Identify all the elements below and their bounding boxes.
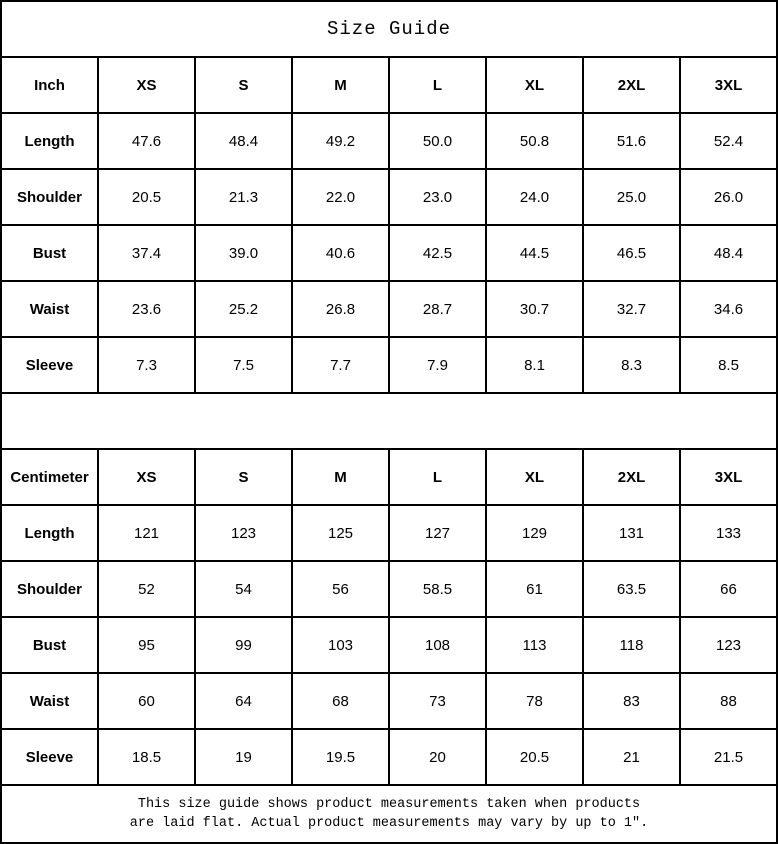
- measurement-cell: 129: [486, 505, 583, 561]
- measurement-cell: 22.0: [292, 169, 389, 225]
- measurement-cell: 47.6: [98, 113, 195, 169]
- row-label: Length: [1, 505, 98, 561]
- measurement-cell: 50.0: [389, 113, 486, 169]
- measurement-cell: 23.0: [389, 169, 486, 225]
- measurement-cell: 58.5: [389, 561, 486, 617]
- measurement-cell: 19.5: [292, 729, 389, 785]
- measurement-cell: 8.5: [680, 337, 777, 393]
- measurement-cell: 7.3: [98, 337, 195, 393]
- inch-col-xs: XS: [98, 57, 195, 113]
- cm-col-2xl: 2XL: [583, 449, 680, 505]
- measurement-cell: 54: [195, 561, 292, 617]
- footer-note-line2: are laid flat. Actual product measurements may vary by up to 1″.: [129, 816, 649, 831]
- row-label: Waist: [1, 673, 98, 729]
- table-spacer-row: [1, 393, 777, 449]
- measurement-cell: 78: [486, 673, 583, 729]
- measurement-cell: 8.1: [486, 337, 583, 393]
- inch-waist-row: [1, 281, 777, 337]
- measurement-cell: 44.5: [486, 225, 583, 281]
- measurement-cell: 73: [389, 673, 486, 729]
- cm-shoulder-row: [1, 561, 777, 617]
- cm-sleeve-row: [1, 729, 777, 785]
- title-row: [1, 1, 777, 57]
- measurement-cell: 32.7: [583, 281, 680, 337]
- measurement-cell: 20: [389, 729, 486, 785]
- measurement-cell: 125: [292, 505, 389, 561]
- measurement-cell: 68: [292, 673, 389, 729]
- cm-bust-row: [1, 617, 777, 673]
- inch-shoulder-row: [1, 169, 777, 225]
- measurement-cell: 50.8: [486, 113, 583, 169]
- measurement-cell: 56: [292, 561, 389, 617]
- row-label: Shoulder: [1, 169, 98, 225]
- measurement-cell: 66: [680, 561, 777, 617]
- measurement-cell: 46.5: [583, 225, 680, 281]
- measurement-cell: 8.3: [583, 337, 680, 393]
- measurement-cell: 21: [583, 729, 680, 785]
- measurement-cell: 20.5: [486, 729, 583, 785]
- measurement-cell: 113: [486, 617, 583, 673]
- cm-col-l: L: [389, 449, 486, 505]
- measurement-cell: 23.6: [98, 281, 195, 337]
- cm-waist-row: [1, 673, 777, 729]
- inch-col-l: L: [389, 57, 486, 113]
- measurement-cell: 7.5: [195, 337, 292, 393]
- measurement-cell: 7.7: [292, 337, 389, 393]
- measurement-cell: 61: [486, 561, 583, 617]
- measurement-cell: 63.5: [583, 561, 680, 617]
- cm-length-row: [1, 505, 777, 561]
- cm-col-m: M: [292, 449, 389, 505]
- measurement-cell: 51.6: [583, 113, 680, 169]
- measurement-cell: 25.0: [583, 169, 680, 225]
- measurement-cell: 52: [98, 561, 195, 617]
- measurement-cell: 42.5: [389, 225, 486, 281]
- measurement-cell: 26.0: [680, 169, 777, 225]
- measurement-cell: 37.4: [98, 225, 195, 281]
- row-label: Sleeve: [1, 337, 98, 393]
- measurement-cell: 26.8: [292, 281, 389, 337]
- row-label: Bust: [1, 617, 98, 673]
- measurement-cell: 131: [583, 505, 680, 561]
- cm-col-s: S: [195, 449, 292, 505]
- measurement-cell: 18.5: [98, 729, 195, 785]
- inch-col-xl: XL: [486, 57, 583, 113]
- row-label: Waist: [1, 281, 98, 337]
- row-label: Bust: [1, 225, 98, 281]
- measurement-cell: 103: [292, 617, 389, 673]
- inch-bust-row: [1, 225, 777, 281]
- measurement-cell: 7.9: [389, 337, 486, 393]
- measurement-cell: 127: [389, 505, 486, 561]
- cm-header-row: [1, 449, 777, 505]
- measurement-cell: 123: [195, 505, 292, 561]
- measurement-cell: 99: [195, 617, 292, 673]
- measurement-cell: 25.2: [195, 281, 292, 337]
- measurement-cell: 60: [98, 673, 195, 729]
- measurement-cell: 83: [583, 673, 680, 729]
- footer-note: [1, 785, 777, 843]
- measurement-cell: 118: [583, 617, 680, 673]
- measurement-cell: 121: [98, 505, 195, 561]
- measurement-cell: 34.6: [680, 281, 777, 337]
- row-label: Sleeve: [1, 729, 98, 785]
- measurement-cell: 24.0: [486, 169, 583, 225]
- measurement-cell: 19: [195, 729, 292, 785]
- inch-header-row: [1, 57, 777, 113]
- footer-note-line1: This size guide shows product measurements taken when products: [137, 797, 641, 812]
- cm-unit-label: Centimeter: [1, 449, 98, 505]
- measurement-cell: 64: [195, 673, 292, 729]
- measurement-cell: 21.5: [680, 729, 777, 785]
- measurement-cell: 133: [680, 505, 777, 561]
- inch-sleeve-row: [1, 337, 777, 393]
- measurement-cell: 108: [389, 617, 486, 673]
- spacer: [1, 393, 777, 449]
- inch-unit-label: Inch: [1, 57, 98, 113]
- inch-length-row: [1, 113, 777, 169]
- inch-col-s: S: [195, 57, 292, 113]
- measurement-cell: 20.5: [98, 169, 195, 225]
- measurement-cell: 88: [680, 673, 777, 729]
- measurement-cell: 28.7: [389, 281, 486, 337]
- measurement-cell: 48.4: [680, 225, 777, 281]
- page-title: Size Guide: [1, 1, 777, 57]
- measurement-cell: 52.4: [680, 113, 777, 169]
- inch-col-3xl: 3XL: [680, 57, 777, 113]
- measurement-cell: 39.0: [195, 225, 292, 281]
- cm-col-3xl: 3XL: [680, 449, 777, 505]
- row-label: Shoulder: [1, 561, 98, 617]
- measurement-cell: 123: [680, 617, 777, 673]
- row-label: Length: [1, 113, 98, 169]
- cm-col-xs: XS: [98, 449, 195, 505]
- measurement-cell: 49.2: [292, 113, 389, 169]
- measurement-cell: 30.7: [486, 281, 583, 337]
- inch-col-2xl: 2XL: [583, 57, 680, 113]
- measurement-cell: 48.4: [195, 113, 292, 169]
- inch-col-m: M: [292, 57, 389, 113]
- measurement-cell: 40.6: [292, 225, 389, 281]
- measurement-cell: 95: [98, 617, 195, 673]
- cm-col-xl: XL: [486, 449, 583, 505]
- measurement-cell: 21.3: [195, 169, 292, 225]
- footer-row: [1, 785, 777, 843]
